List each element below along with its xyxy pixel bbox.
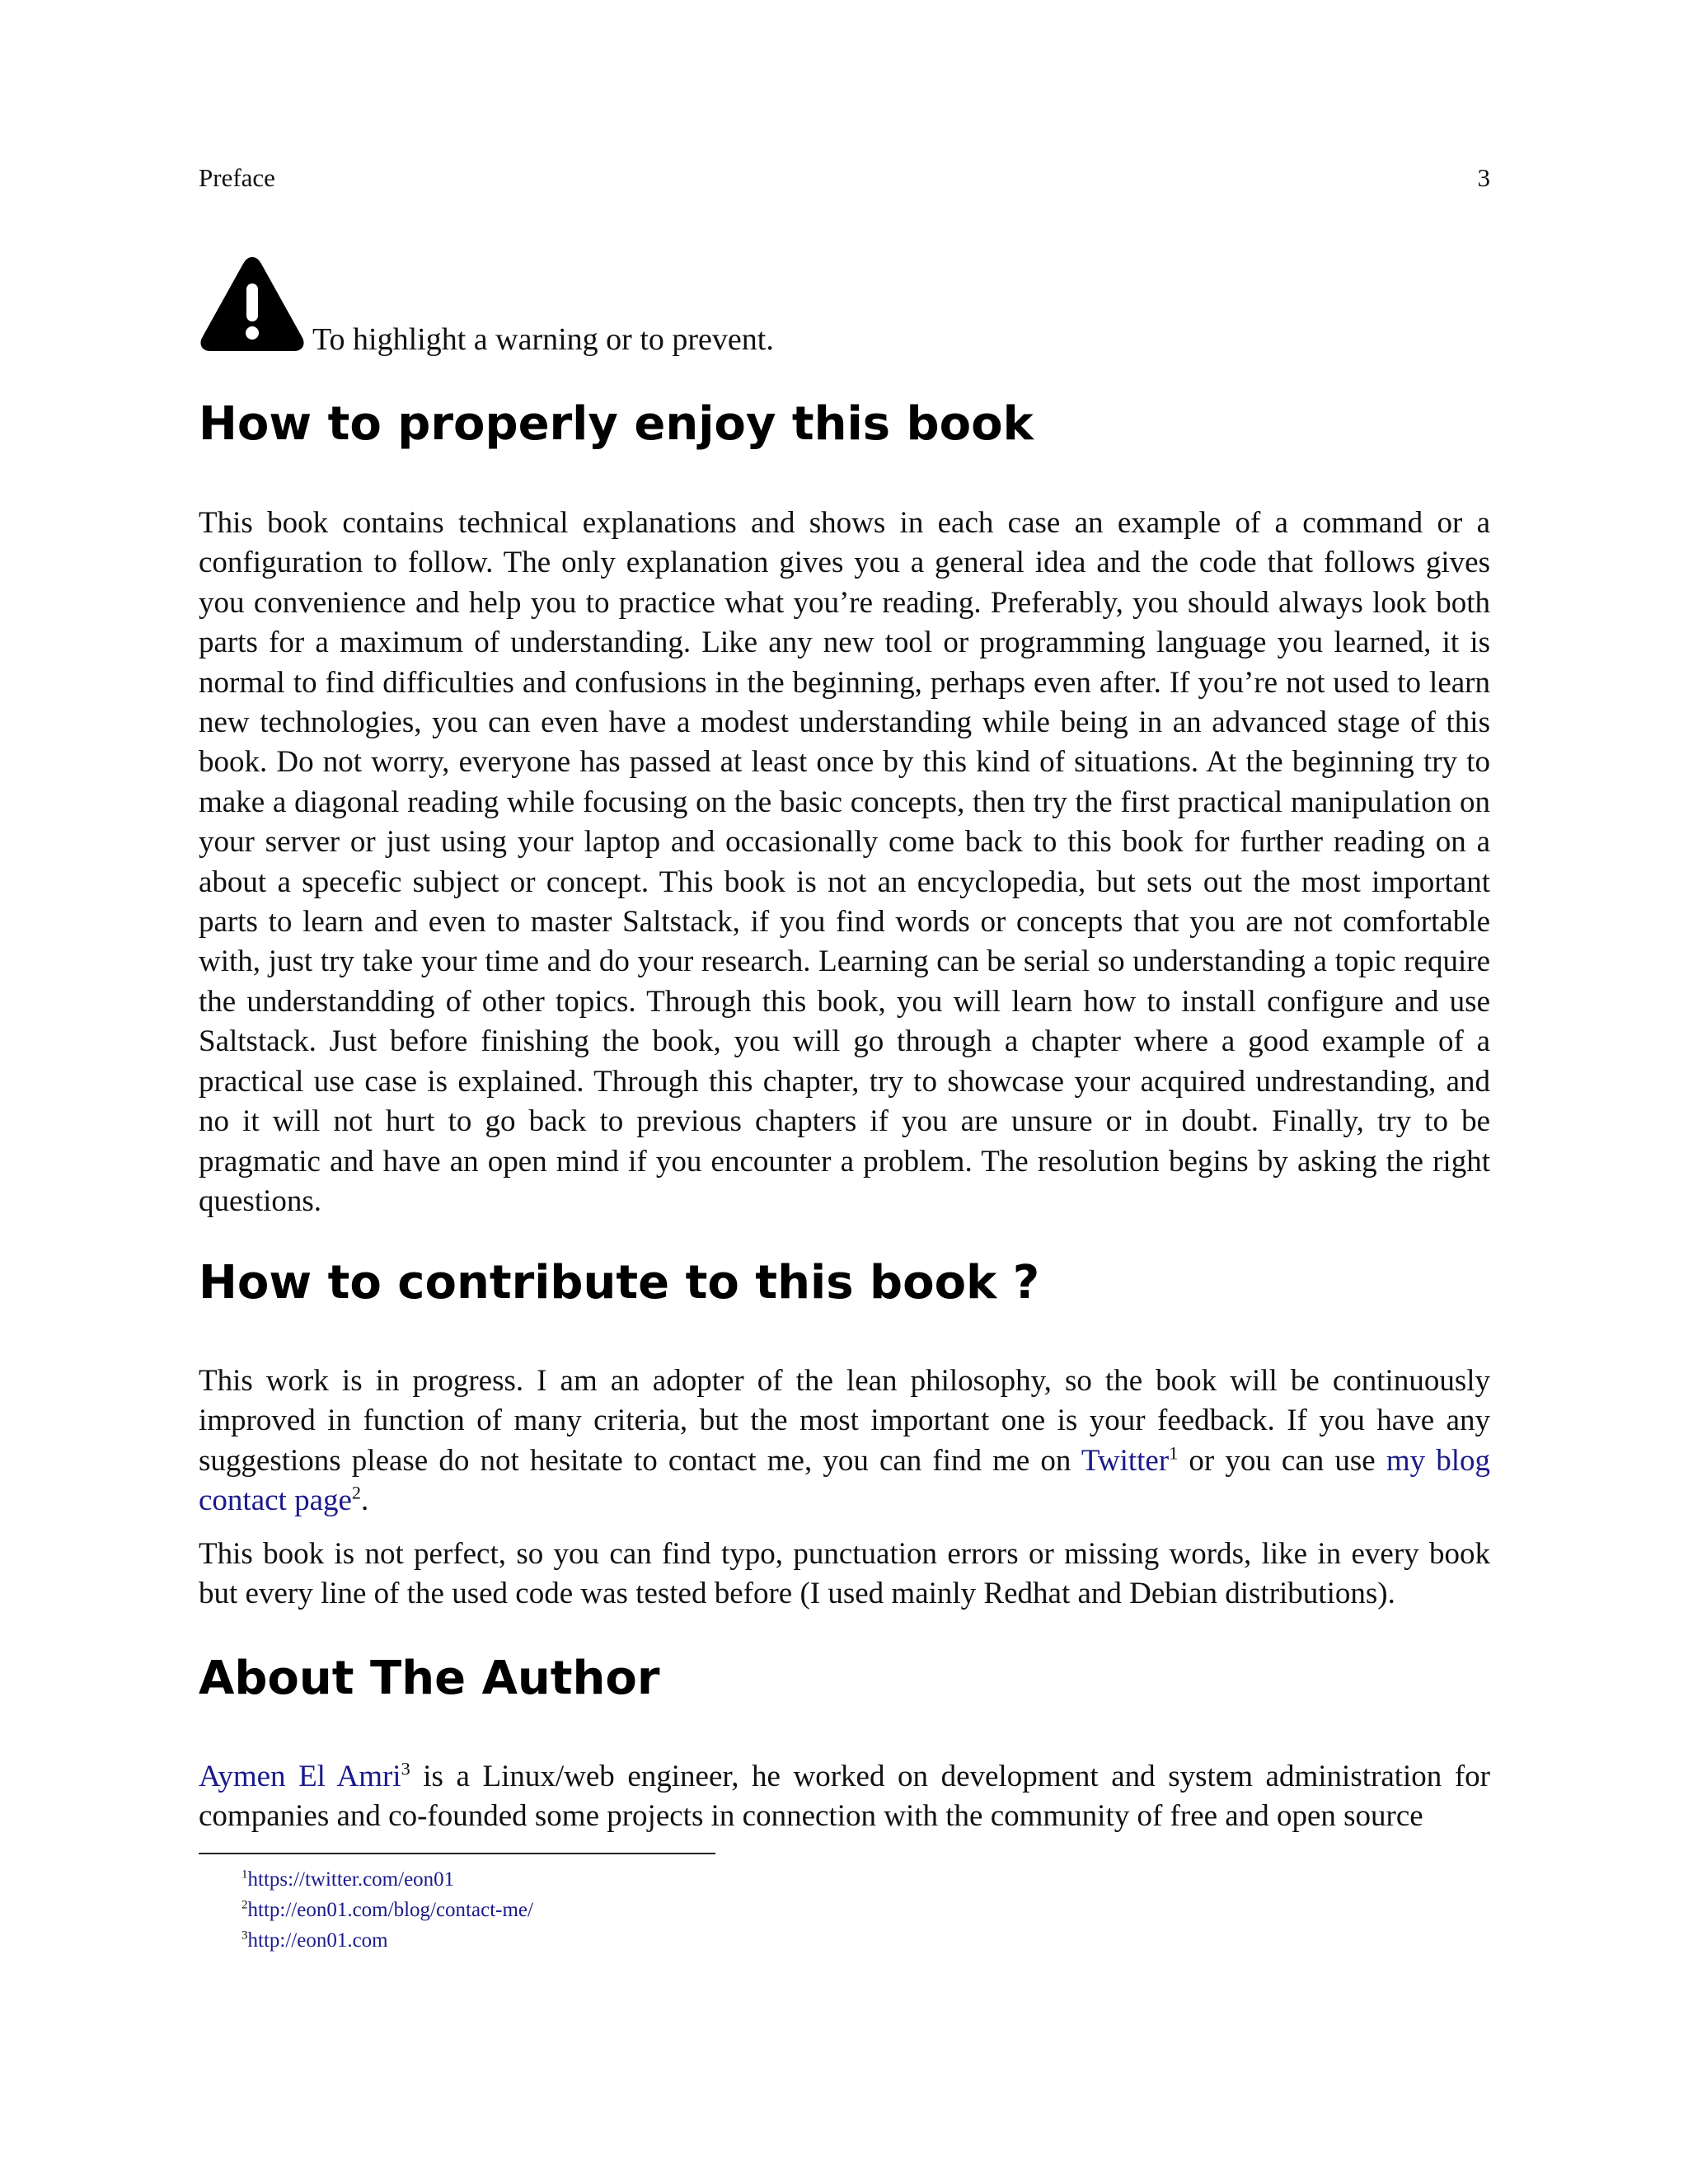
warning-triangle-icon	[199, 252, 306, 354]
author-text: is a Linux/web engineer, he worked on development and system administration for companies and co-founded some projects in connection with the community of free and open source	[199, 1760, 1491, 1834]
contribute-text-3: .	[361, 1483, 369, 1518]
footnote-1: $^1$https://twitter.com/eon01	[241, 1868, 455, 1891]
contribute-text-2: or you can use	[1178, 1443, 1386, 1478]
footnote-1-url[interactable]: https://twitter.com/eon01	[247, 1868, 455, 1891]
page-number: 3	[1477, 163, 1490, 192]
section-heading-enjoy: How to properly enjoy this book	[199, 397, 1034, 451]
footnotes	[241, 1864, 533, 1956]
contribute-text-1: This work is in progress. I am an adopter of the lean philosophy, so the book will be continuously improved in function of many criteria, but the most important one is your feedback. If you have any suggestions please do not hesitate to contact me, you can find me on	[199, 1364, 1490, 1478]
warning-text: To highlight a warning or to prevent.	[312, 322, 774, 357]
author-paragraph	[199, 1757, 1490, 1837]
running-header-section: Preface	[199, 163, 275, 192]
author-link[interactable]: Aymen El Amri	[199, 1760, 401, 1793]
footnote-divider	[199, 1853, 715, 1854]
enjoy-paragraph: This book contains technical explanations and shows in each case an example of a command or a configuration to follow. The only explanation gives you a general idea and the code that follows gives you convenience and help you to practice what you’re reading. Preferably, you should always look both parts for a maximum of understanding. Like any new tool or programming language you learned, it is normal to find difficulties and confusions in the beginning, perhaps even after. If you’re not used to learn new technologies, you can even have a modest understanding while being in an advanced stage of this book. Do not worry, everyone has passed at least once by this kind of situations. At the beginning try to make a diagonal reading while focusing on the basic concepts, then try the first practical manipulation on your server or just using your laptop and occasionally come back to this book for further reading on a about a specefic subject or concept. This book is not an encyclopedia, but sets out the most important parts to learn and even to master Saltstack, if you find words or concepts that you are not comfortable with, just try take your time and do your research. Learning can be serial so understanding a topic require the understandding of other topics. Through this book, you will learn how to install configure and use Saltstack. Just before finishing the book, you will go through a chapter where a good example of a practical use case is explained. Through this chapter, try to showcase your acquired undrestanding, and no it will not hurt to go back to previous chapters if you are unsure or in doubt. Finally, try to be pragmatic and have an open mind if you encounter a problem. The resolution begins by asking the right questions.	[199, 506, 1490, 1218]
twitter-link[interactable]: Twitter	[1081, 1443, 1170, 1478]
warning-note	[199, 252, 1493, 359]
footnote-3: $^3$http://eon01.com	[241, 1929, 388, 1952]
section-heading-contribute: How to contribute to this book ?	[199, 1256, 1040, 1310]
contribute-paragraph	[199, 1361, 1490, 1521]
section-heading-author: About The Author	[199, 1652, 660, 1705]
footnote-2-url[interactable]: http://eon01.com/blog/contact-me/	[247, 1899, 533, 1921]
footnote-ref-1[interactable]: 1	[1169, 1442, 1179, 1464]
footnote-ref-3[interactable]: 3	[401, 1758, 410, 1779]
contribute-paragraph-2: This book is not perfect, so you can find typo, punctuation errors or missing words, like in every book but every line of the used code was tested before (I used mainly Redhat and Debian distributions).	[199, 1537, 1490, 1611]
blog-contact-link[interactable]: my blog contact page	[199, 1443, 1490, 1518]
footnote-3-url[interactable]: http://eon01.com	[247, 1929, 388, 1952]
footnote-2: $^2$http://eon01.com/blog/contact-me/	[241, 1898, 533, 1921]
footnote-ref-2[interactable]: 2	[351, 1482, 362, 1503]
